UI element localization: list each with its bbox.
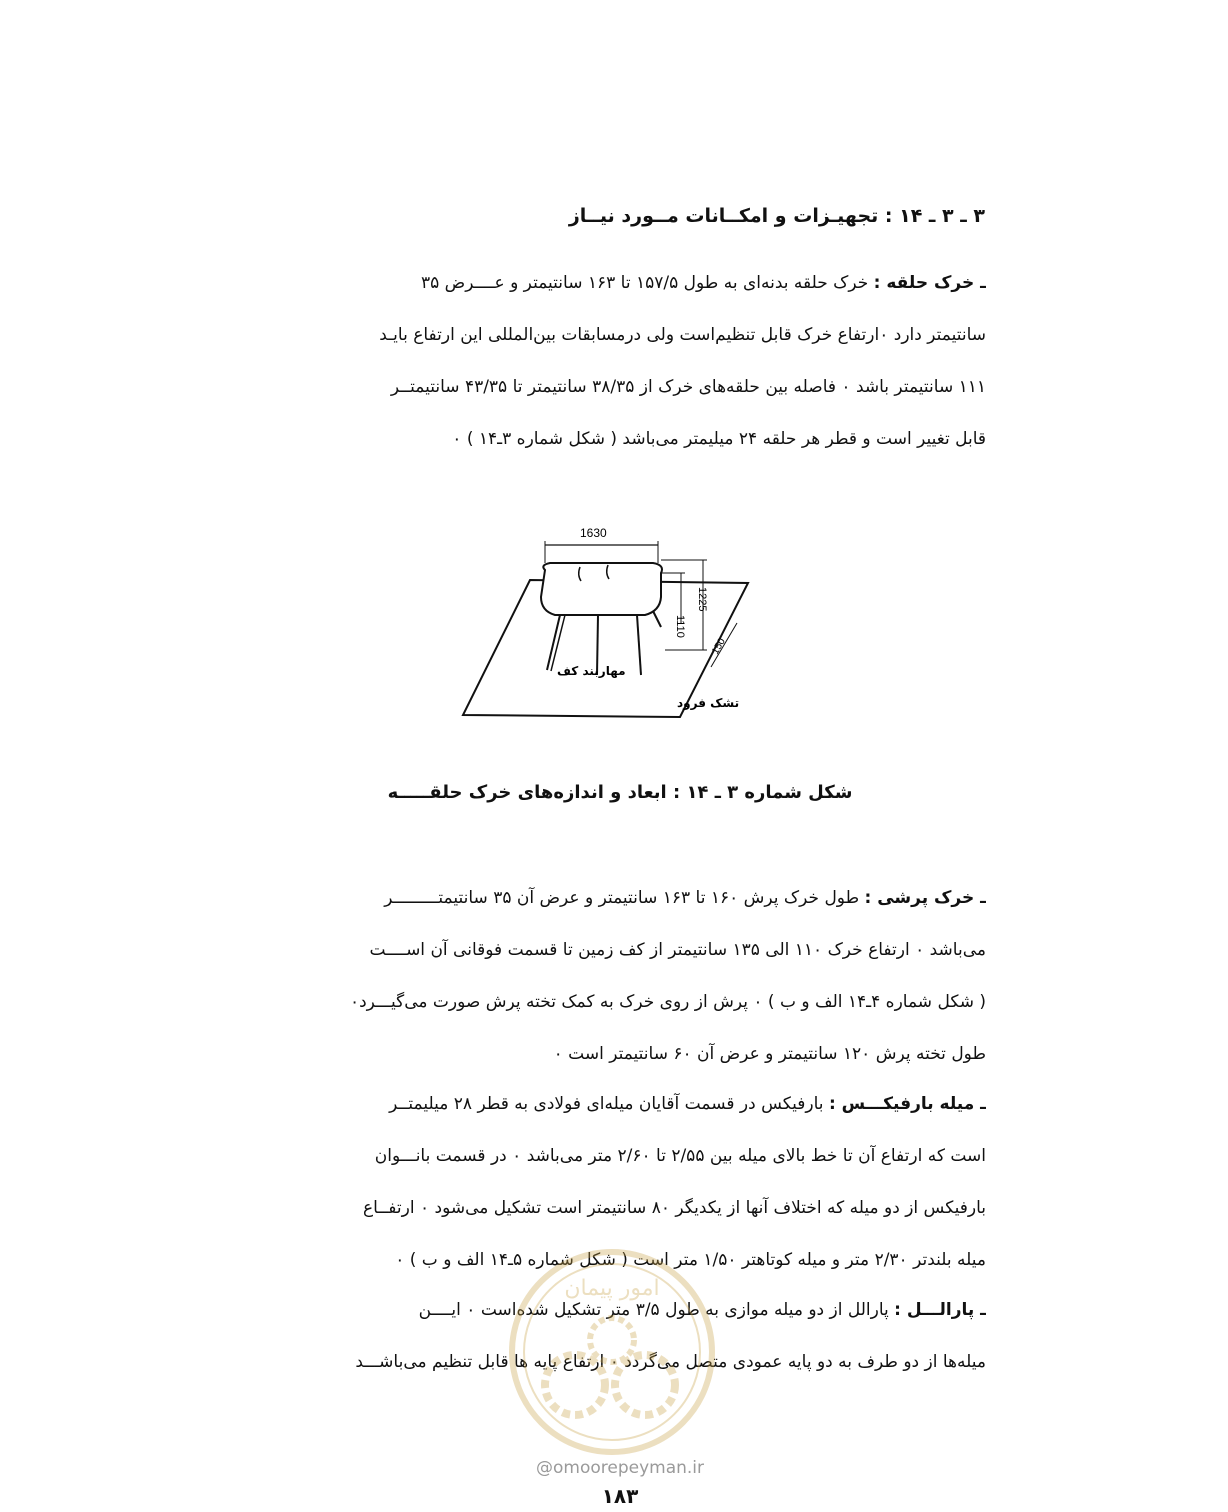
- label-floor-anchor: مهاربند کف: [557, 664, 626, 678]
- figure-caption: شکل شماره ۳ ـ ۱۴ : ابعاد و اندازه‌های خرک حلقـــــه: [387, 782, 853, 803]
- dimension-label-side: 150: [710, 636, 728, 657]
- paragraph-line: ـ خرک پرشی : طول خرک پرش ۱۶۰ تا ۱۶۳ سانتیمتر و عرض آن ۳۵ سانتیمتـــــــــر: [384, 888, 986, 908]
- paragraph-line: است که ارتفاع آن تا خط بالای میله بین ۲/۵۵ تا ۲/۶۰ متر می‌باشد ۰ در قسمت بانـــوان: [374, 1146, 986, 1166]
- paragraph-line: میله بلندتر ۲/۳۰ متر و میله کوتاهتر ۱/۵۰ متر است ( شکل شماره ۵ـ۱۴ الف و ب ) ۰: [395, 1250, 986, 1270]
- page-number: ۱۸۳: [601, 1484, 639, 1508]
- term-label: ـ خرک پرشی :: [864, 888, 986, 908]
- dimension-label-top: 1630: [580, 526, 607, 540]
- watermark-seal: [505, 1245, 720, 1460]
- paragraph-line: طول تخته پرش ۱۲۰ سانتیمتر و عرض آن ۶۰ سانتیمتر است ۰: [553, 1044, 986, 1064]
- term-label: ـ خرک حلقه :: [873, 273, 986, 293]
- watermark-text: امور پیمان: [564, 1276, 660, 1301]
- paragraph-line: سانتیمتر دارد ۰ارتفاع خرک قابل تنظیم‌است ولی درمسابقات بین‌المللی این ارتفاع بایـد: [379, 325, 986, 345]
- paragraph-line: ـ پارالـــل : پارالل از دو میله موازی به طول ۳/۵ متر تشکیل شده‌است ۰ ایــــن: [418, 1300, 986, 1320]
- paragraph-line: قابل تغییر است و قطر هر حلقه ۲۴ میلیمتر می‌باشد ( شکل شماره ۳ـ۱۴ ) ۰: [452, 429, 986, 449]
- paragraph-line: ـ میله بارفیکـــس : بارفیکس در قسمت آقایان میله‌ای فولادی به قطر ۲۸ میلیمتــر: [389, 1094, 986, 1114]
- at-icon: @: [535, 1458, 553, 1478]
- paragraph-line: ۱۱۱ سانتیمتر باشد ۰ فاصله بین حلقه‌های خرک از ۳۸/۳۵ سانتیمتر تا ۴۳/۳۵ سانتیمتــر: [390, 377, 986, 397]
- section-heading: ۳ ـ ۳ ـ ۱۴ : تجهیـزات و امکــانات مــورد نیــاز: [568, 205, 985, 227]
- label-landing-mat: تشک فرود: [677, 696, 740, 710]
- dimension-label-outer: 1225: [696, 587, 708, 612]
- leg: [637, 615, 641, 675]
- paragraph-line: بارفیکس از دو میله که اختلاف آنها از یکدیگر ۸۰ سانتیمتر است تشکیل می‌شود ۰ ارتفــاع: [363, 1198, 986, 1218]
- paragraph-vault: [222, 872, 986, 1080]
- paragraph-line: میله‌ها از دو طرف به دو پایه عمودی متصل می‌گردد ۰ ارتفاع پایه ها قابل تنظیم می‌باشـــد: [355, 1352, 986, 1372]
- watermark-site: @omoorepeyman.ir: [535, 1458, 705, 1478]
- pommel-horse-diagram: [455, 515, 765, 725]
- horse-body: [541, 563, 662, 615]
- term-label: ـ میله بارفیکـــس :: [828, 1094, 986, 1114]
- paragraph-line: ( شکل شماره ۴ـ۱۴ الف و ب ) ۰ پرش از روی خرک به کمک تخته پرش صورت می‌گیـــرد۰: [349, 992, 986, 1012]
- term-label: ـ پارالـــل :: [894, 1300, 986, 1320]
- paragraph-line: می‌باشد ۰ ارتفاع خرک ۱۱۰ الی ۱۳۵ سانتیمتر از کف زمین تا قسمت فوقانی آن اســــت: [369, 940, 986, 960]
- paragraph-line: ـ خرک حلقه : خرک حلقه بدنه‌ای به طول ۱۵۷/۵ تا ۱۶۳ سانتیمتر و عــــرض ۳۵: [421, 273, 986, 293]
- paragraph-ring-horse: [222, 257, 986, 465]
- dimension-label-inner: 1110: [674, 615, 686, 638]
- leg: [653, 611, 661, 627]
